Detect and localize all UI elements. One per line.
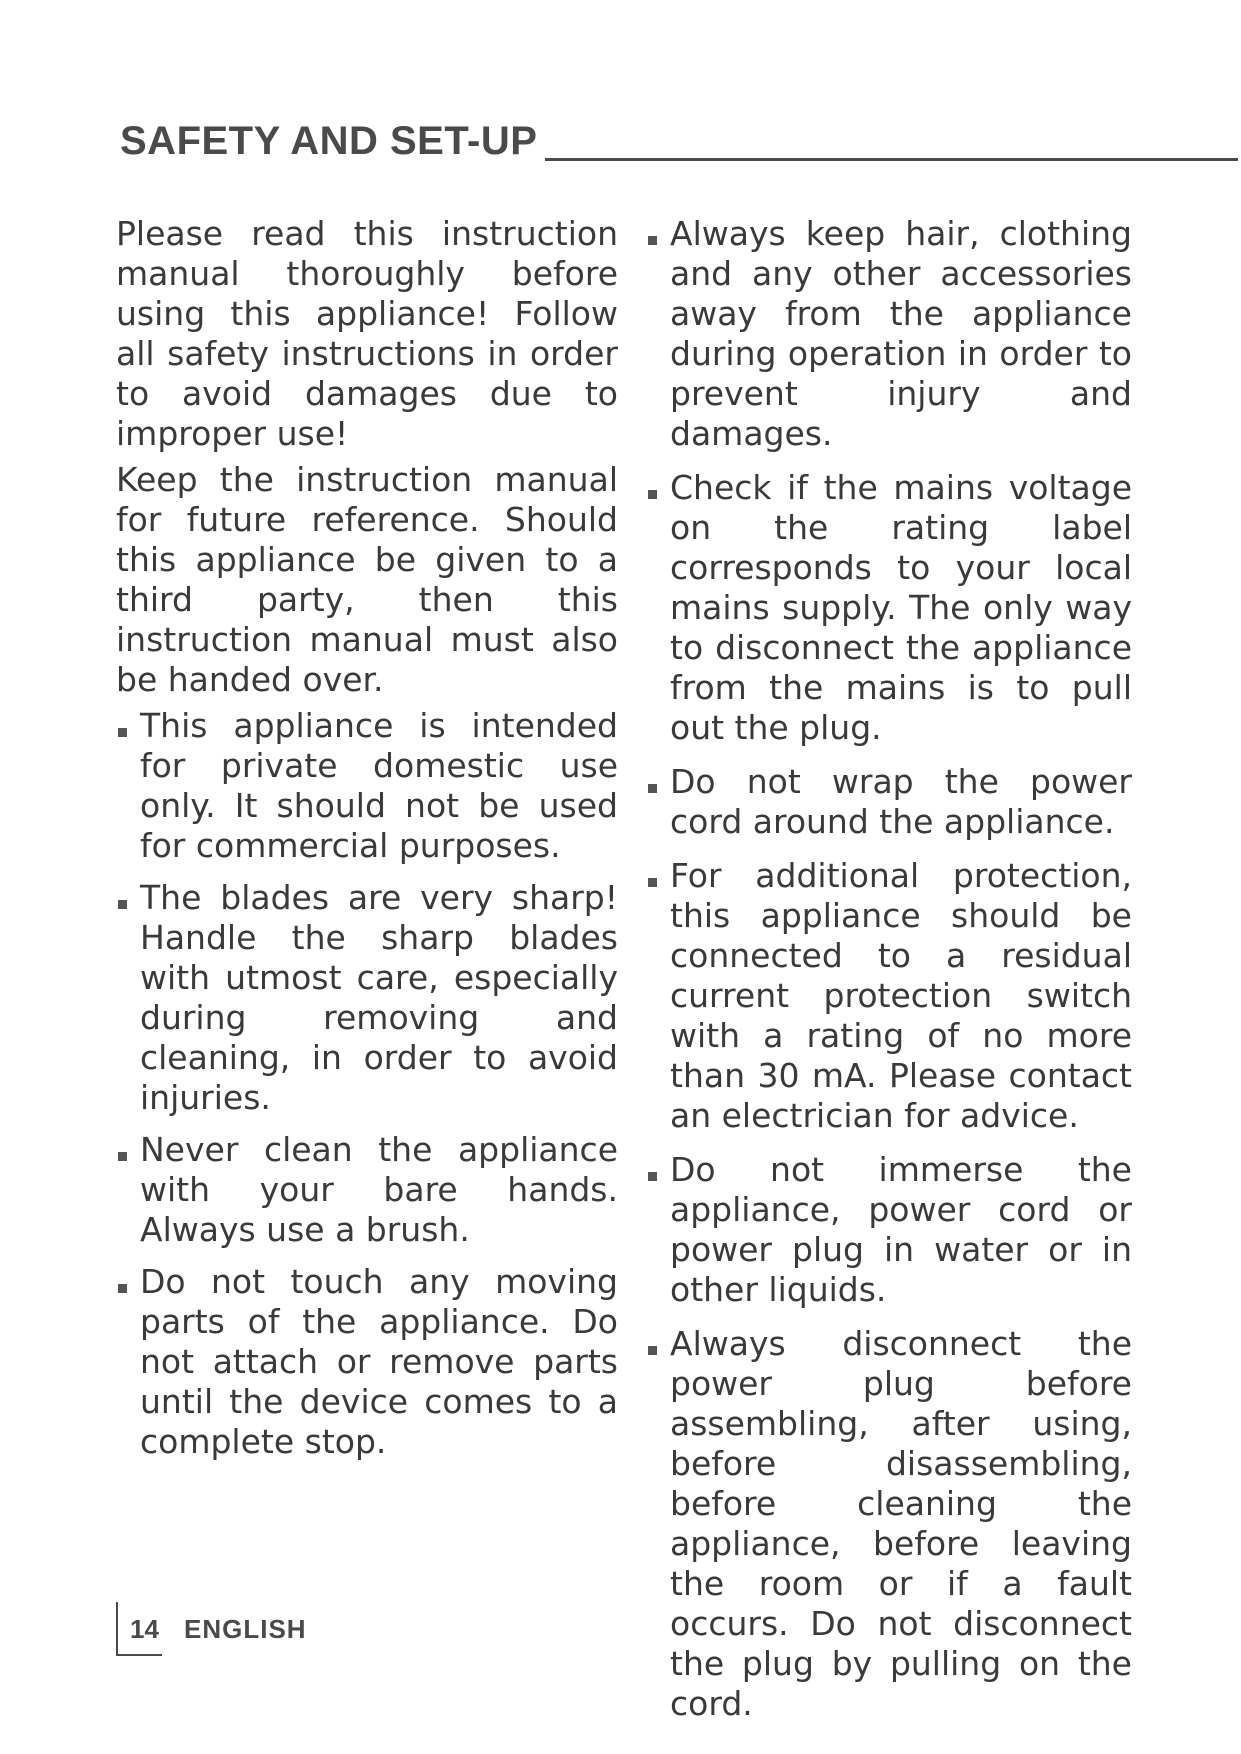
safety-bullet-item — [646, 1150, 1132, 1310]
square-bullet-icon — [648, 784, 657, 793]
safety-bullet-item — [646, 468, 1132, 748]
safety-bullet-item — [646, 214, 1132, 454]
safety-bullet-item — [116, 706, 618, 866]
square-bullet-icon — [648, 236, 657, 245]
bullet-text: Check if the mains voltage on the rating label corresponds to your local mains supply. The only way to disconnect the appliance from the mains is to pull out the plug. — [670, 468, 1132, 747]
square-bullet-icon — [648, 1172, 657, 1181]
footer-bracket-vertical — [116, 1602, 118, 1656]
safety-bullet-item — [646, 762, 1132, 842]
title-rule — [545, 158, 1238, 161]
bullet-text: For additional protection, this appliance should be connected to a residual current protection switch with a rating of no more than 30 mA. Please contact an electrician for advice. — [670, 856, 1132, 1135]
bullet-text: Do not wrap the power cord around the appliance. — [670, 762, 1132, 841]
square-bullet-icon — [118, 1284, 127, 1293]
footer-bracket-horizontal — [116, 1654, 162, 1656]
language-label: ENGLISH — [184, 1614, 307, 1644]
page-header — [120, 116, 1120, 166]
section-title: SAFETY AND SET-UP — [120, 119, 538, 163]
bullet-text: Always keep hair, clothing and any other accessories away from the appliance during operation in order to prevent injury and damages. — [670, 214, 1132, 453]
bullet-text: Do not immerse the appliance, power cord or power plug in water or in other liquids. — [670, 1150, 1132, 1309]
bullet-text: Always disconnect the power plug before assembling, after using, before disassembling, before cleaning the appliance, before leaving the room or if a fault occurs. Do not disconnect the plug by pulling on the cord. — [670, 1324, 1132, 1723]
safety-bullet-item — [116, 1130, 618, 1250]
page-number: 14 — [130, 1614, 159, 1644]
bullet-text: This appliance is intended for private domestic use only. It should not be used for commercial purposes. — [140, 706, 618, 865]
left-column — [116, 214, 618, 1474]
square-bullet-icon — [118, 728, 127, 737]
safety-bullet-item — [116, 1262, 618, 1462]
intro-paragraph: Please read this instruction manual thoroughly before using this appliance! Follow all safety instructions in order to avoid damages due to improper use! — [116, 214, 618, 453]
bullet-text: Never clean the appliance with your bare hands. Always use a brush. — [140, 1130, 618, 1249]
safety-bullet-item — [646, 1324, 1132, 1724]
square-bullet-icon — [648, 490, 657, 499]
page-footer — [116, 1602, 516, 1660]
bullet-text: Do not touch any moving parts of the appliance. Do not attach or remove parts until the device comes to a complete stop. — [140, 1262, 618, 1461]
intro-paragraph: Keep the instruction manual for future reference. Should this appliance be given to a third party, then this instruction manual must also be handed over. — [116, 460, 618, 699]
safety-bullet-item — [646, 856, 1132, 1136]
square-bullet-icon — [118, 1152, 127, 1161]
bullet-text: The blades are very sharp! Handle the sharp blades with utmost care, especially during removing and cleaning, in order to avoid injuries. — [140, 878, 618, 1117]
right-column — [646, 214, 1132, 1738]
square-bullet-icon — [648, 1346, 657, 1355]
square-bullet-icon — [118, 900, 127, 909]
square-bullet-icon — [648, 878, 657, 887]
safety-bullet-item — [116, 878, 618, 1118]
